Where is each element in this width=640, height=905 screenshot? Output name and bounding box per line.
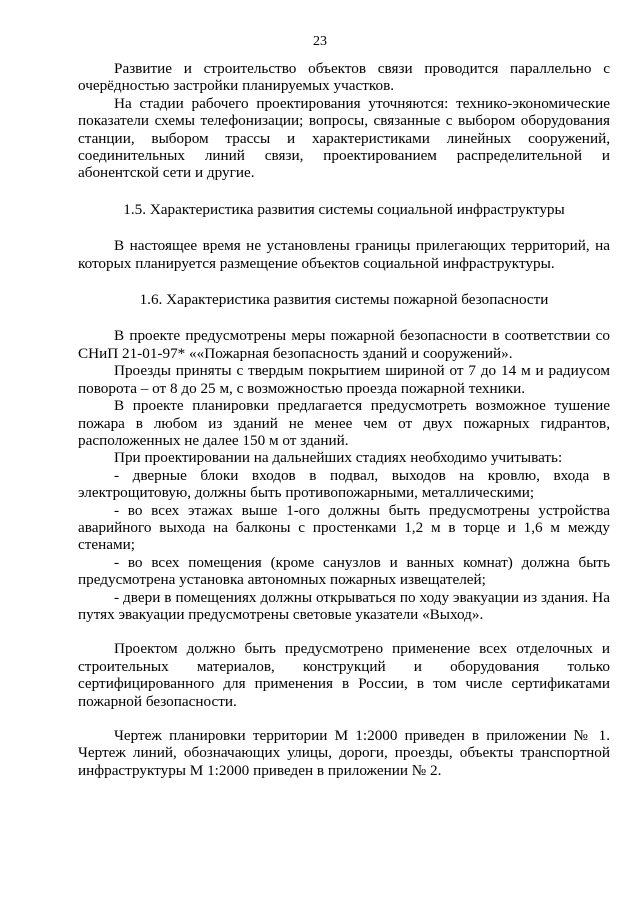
paragraph-hydrants: В проекте планировки предлагается предусмотреть возможное тушение пожара в любом из зданий не менее чем от двух пожарных гидрантов, расположенных не далее 150 м от зданий. <box>78 397 610 449</box>
document-body <box>78 60 610 779</box>
list-item-fire-detectors: - во всех помещения (кроме санузлов и ванных комнат) должна быть предусмотрена установка автономных пожарных извещателей; <box>78 553 610 589</box>
paragraph-certification: Проектом должно быть предусмотрено применение всех отделочных и строительных материалов, конструкций и оборудования только сертифицированного для применения в России, в том числе сертификатами пожарной безопасности. <box>78 640 610 710</box>
list-item-emergency-exit: - во всех этажах выше 1-ого должны быть предусмотрены устройства аварийного выхода на балконы с простенками 1,2 м в торце и 1,6 м между стенами; <box>78 501 610 554</box>
list-item-doors-basement: - дверные блоки входов в подвал, выходов на кровлю, входа в электрощитовую, должны быть противопожарными, металлическими; <box>78 466 610 502</box>
section-heading-1-5: 1.5. Характеристика развития системы социальной инфраструктуры <box>123 200 565 218</box>
page-number: 23 <box>313 34 327 49</box>
paragraph-design-stage: На стадии рабочего проектирования уточняются: технико-экономические показатели схемы телефонизации; вопросы, связанные с выбором оборудования станции, выбором трассы и характеристиками линейных сооружений, соединительных линий связи, проектированием распределительной и абонентской сети и другие. <box>78 94 610 182</box>
paragraph-driveways: Проезды приняты с твердым покрытием шириной от 7 до 14 м и радиусом поворота – от 8 до 25 м, с возможностью проезда пожарной техники. <box>78 362 610 397</box>
section-heading-1-6: 1.6. Характеристика развития системы пожарной безопасности <box>139 291 549 309</box>
paragraph-fire-measures: В проекте предусмотрены меры пожарной безопасности в соответствии со СНиП 21-01-97* ««Пожарная безопасность зданий и сооружений». <box>78 327 610 362</box>
paragraph-communications: Развитие и строительство объектов связи проводится параллельно с очерёдностью застройки планируемых участков. <box>78 60 610 95</box>
paragraph-social-infrastructure: В настоящее время не установлены границы прилегающих территорий, на которых планируется размещение объектов социальной инфраструктуры. <box>78 237 610 272</box>
list-item-evacuation-doors: - двери в помещениях должны открываться по ходу эвакуации из здания. На путях эвакуации предусмотрены световые указатели «Выход». <box>78 588 610 623</box>
paragraph-further-stages: При проектировании на дальнейших стадиях необходимо учитывать: <box>114 449 563 467</box>
paragraph-drawings: Чертеж планировки территории М 1:2000 приведен в приложении № 1. Чертеж линий, обозначающих улицы, дороги, проезды, объекты транспортной инфраструктуры М 1:2000 приведен в приложении № 2. <box>78 727 610 779</box>
